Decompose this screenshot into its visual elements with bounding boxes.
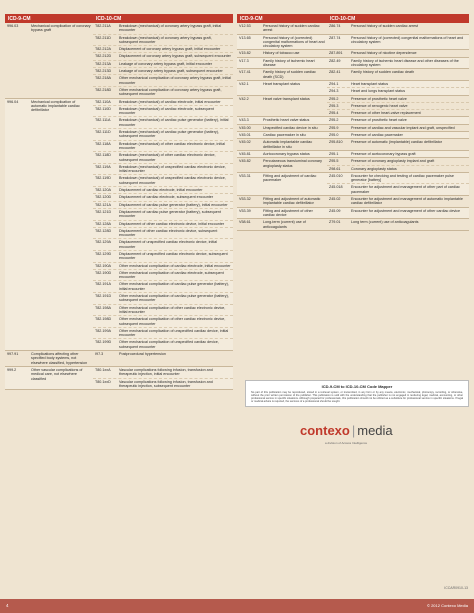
icd10-code: Z45.02	[329, 197, 341, 202]
icd9-code: V43.3	[239, 118, 249, 123]
icd10-entry	[93, 209, 233, 221]
icd10-code: Z95.5	[329, 159, 339, 164]
icd10-description: Encounter for adjustment and management of automatic implantable cardiac defibrillator	[351, 197, 463, 206]
icd10-description: Breakdown (mechanical) of cardiac electrode, subsequent encounter	[119, 106, 214, 116]
icd10-code: T82.110D	[95, 106, 111, 111]
page-number: 4	[6, 603, 9, 608]
icd10-description: Displacement of unspecified cardiac electronic device, subsequent encounter	[119, 251, 228, 261]
table-row	[5, 367, 233, 390]
icd9-description: Fitting and adjustment of other cardiac device	[263, 208, 313, 217]
icd10-entry	[93, 270, 233, 282]
icd9-description: Mechanical complication of coronary bypass graft	[31, 24, 91, 33]
brand-separator: |	[351, 423, 356, 438]
icd10-entry	[93, 305, 233, 317]
icd10-code: T82.119A	[95, 164, 111, 169]
icd10-description: Leakage of coronary artery bypass graft, subsequent encounter	[119, 69, 223, 74]
icd10-entry	[93, 293, 233, 305]
icd10-code: T82.212D	[95, 54, 112, 59]
icd10-code: T82.213A	[95, 61, 111, 66]
icd10-code: T82.211D	[95, 35, 111, 40]
icd10-description: Personal history of nicotine dependence	[351, 51, 417, 56]
table-row	[237, 208, 469, 220]
icd10-codes	[327, 219, 469, 230]
icd10-description: Other mechanical complication of cardiac pulse generator (battery), subsequent encounter	[119, 294, 229, 303]
icd10-code: T82.110A	[95, 99, 111, 104]
icd10-description: Leakage of coronary artery bypass graft, initial encounter	[119, 61, 213, 66]
icd9-description: Heart transplant status	[263, 81, 301, 86]
icd9-code: V15.82	[239, 51, 251, 56]
icd10-entry	[93, 61, 233, 68]
icd9-code: V45.02	[239, 140, 251, 145]
icd9-code: V45.00	[239, 125, 251, 130]
icd10-code: T82.191D	[95, 294, 112, 299]
icd9-description: Personal history of (corrected) congenital malformations of heart and circulatory system	[263, 35, 325, 49]
icd9-description: Fitting and adjustment of cardiac pacemaker	[263, 173, 317, 183]
icd10-code: T82.218A	[95, 76, 111, 81]
table-row	[237, 158, 469, 173]
icd10-codes	[93, 351, 233, 366]
icd10-code: Z95.2	[329, 118, 339, 123]
icd10-description: Presence of other heart-valve replacement	[351, 111, 421, 116]
icd10-entry	[327, 81, 469, 88]
icd10-entry	[93, 339, 233, 350]
icd10-description: Displacement of cardiac electrode, initial encounter	[119, 188, 203, 193]
icd9-code: V17.41	[239, 70, 251, 75]
icd10-code: T82.198D	[95, 317, 112, 322]
icd10-description: Encounter for adjustment and management of other cardiac device	[351, 208, 461, 213]
icd10-description: Long term (current) use of anticoagulants	[351, 220, 419, 225]
icd10-entry	[327, 132, 469, 138]
icd10-entry	[93, 23, 233, 35]
icd9-code: V45.82	[239, 159, 251, 164]
icd10-header: ICD-10-CM	[330, 15, 356, 22]
icd10-codes	[327, 196, 469, 207]
icd9-description: Prosthetic heart valve status	[263, 118, 310, 123]
icd10-entry	[327, 23, 469, 29]
icd10-entry	[327, 219, 469, 225]
icd10-entry	[93, 194, 233, 201]
icd10-entry	[327, 88, 469, 94]
icd9-code: V45.01	[239, 133, 251, 138]
icd9-description: Percutaneous transluminal coronary angioplasty status	[263, 159, 323, 168]
icd9-code: V45.81	[239, 151, 251, 156]
icd10-code: T82.129A	[95, 240, 111, 245]
icd10-entry	[93, 239, 233, 251]
icd10-entry	[327, 151, 469, 157]
icd10-code: T82.111A	[95, 118, 111, 123]
icd10-description: Breakdown (mechanical) of other cardiac electronic device, subsequent encounter	[119, 153, 216, 162]
icd10-codes	[93, 367, 233, 389]
icd10-code: Z86.74	[329, 24, 341, 28]
icd10-description: Other mechanical complication of other cardiac electronic device, subsequent encounter	[119, 317, 226, 326]
icd10-codes	[327, 139, 469, 150]
icd9-description: History of tobacco use	[263, 51, 300, 56]
icd9-code: V53.39	[239, 208, 251, 213]
icd10-description: Personal history of sudden cardiac arrest	[351, 24, 419, 28]
icd10-code: T82.118D	[95, 153, 111, 158]
icd10-description: Displacement of other cardiac electronic device, initial encounter	[119, 221, 225, 226]
icd10-entry	[327, 208, 469, 214]
icd10-description: Displacement of coronary artery bypass graft, initial encounter	[119, 47, 221, 52]
icd10-code: Z87.891	[329, 51, 343, 56]
table-row	[237, 69, 469, 81]
table-row	[237, 96, 469, 118]
icd10-description: Breakdown (mechanical) of unspecified cardiac electronic device, subsequent encounter	[119, 176, 226, 185]
right-code-table	[237, 14, 469, 231]
icd10-codes	[327, 125, 469, 131]
brand-media: media	[357, 423, 393, 438]
mapper-title: ICD-9-CM to ICD-10-CM Code Mapper	[321, 384, 393, 389]
icd9-description: Unspecified cardiac device in situ	[263, 125, 318, 130]
icd10-code: T82.120D	[95, 195, 112, 200]
icd10-entry	[327, 110, 469, 116]
icd9-description: Family history of ischemic heart disease	[263, 58, 315, 68]
icd9-code: 996.03	[7, 24, 19, 28]
table-row	[237, 139, 469, 151]
icd10-description: Vascular complications following infusion, transfusion and therapeutic injection, subsequent encounter	[119, 379, 213, 388]
icd10-description: Displacement of cardiac pulse generator (battery), subsequent encounter	[119, 209, 221, 219]
icd10-codes	[327, 69, 469, 80]
icd9-description: Complications affecting other specified body systems, not elsewhere classified, hypertension	[31, 352, 88, 365]
icd10-entry	[93, 328, 233, 340]
icd9-code: 997.91	[7, 352, 19, 357]
icd10-code: I97.3	[95, 352, 104, 357]
icd10-codes	[327, 96, 469, 117]
icd10-description: Heart and lungs transplant status	[351, 89, 406, 94]
icd10-code: T82.212A	[95, 47, 111, 52]
icd9-description: Aortocoronary bypass status	[263, 151, 310, 156]
icd10-code: Z95.1	[329, 151, 339, 156]
icd10-code: Z87.74	[329, 35, 341, 40]
icd10-codes	[327, 158, 469, 172]
icd10-entry	[327, 50, 469, 56]
icd10-codes	[327, 81, 469, 95]
icd10-code: Z98.61	[329, 166, 341, 171]
icd10-code: T82.128A	[95, 221, 111, 226]
icd10-description: Postprocedural hypertension	[119, 352, 166, 357]
icd10-code: T82.118A	[95, 141, 111, 146]
icd10-entry	[93, 379, 233, 390]
icd10-entry	[93, 35, 233, 47]
icd10-description: Displacement of unspecified cardiac electronic device, initial encounter	[119, 240, 217, 249]
icd10-code: Z79.01	[329, 220, 341, 225]
icd10-entry	[93, 251, 233, 263]
icd10-code: T82.191A	[95, 282, 111, 287]
icd10-codes	[327, 208, 469, 219]
icd9-description: Mechanical complication of automatic implantable cardiac defibrillator	[31, 99, 80, 113]
icd10-entry	[93, 202, 233, 209]
icd9-code: V53.32	[239, 197, 251, 202]
icd9-description: Automatic implantable cardiac defibrillator in situ	[263, 140, 313, 149]
icd10-description: Breakdown (mechanical) of cardiac electrode, initial encounter	[119, 99, 221, 104]
contexo-media-logo	[300, 423, 393, 438]
icd10-code: T82.211A	[95, 24, 111, 28]
icd9-description: Other vascular complications of medical care, not elsewhere classified	[31, 367, 83, 381]
icd9-description: Cardiac pacemaker in situ	[263, 133, 306, 138]
icd9-description: Personal history of sudden cardiac arrest	[263, 24, 320, 33]
mapper-notice	[245, 380, 469, 407]
icd10-entry	[93, 187, 233, 194]
icd10-entry	[327, 139, 469, 145]
icd9-code: V13.65	[239, 35, 251, 40]
icd10-entry	[93, 228, 233, 240]
icd9-description: Fitting and adjustment of automatic implantable cardiac defibrillator	[263, 197, 321, 206]
table-row	[237, 58, 469, 70]
icd9-code: V58.61	[239, 220, 251, 225]
table-row	[237, 35, 469, 51]
table-row	[237, 132, 469, 139]
icd10-code: T82.121A	[95, 202, 111, 207]
icd10-description: Presence of aortocoronary bypass graft	[351, 151, 416, 156]
icd10-code: Z95.810	[329, 140, 343, 145]
icd10-description: Family history of ischemic heart disease and other diseases of the circulatory system	[351, 58, 459, 68]
icd10-codes	[327, 58, 469, 69]
brand-name: contexo	[300, 423, 350, 438]
icd10-entry	[93, 99, 233, 106]
icd10-entry	[93, 175, 233, 187]
icd10-entry	[93, 68, 233, 75]
icd10-codes	[327, 173, 469, 195]
icd10-description: Breakdown (mechanical) of unspecified cardiac electronic device, initial encounter	[119, 164, 226, 174]
icd10-code: Z45.010	[329, 173, 343, 178]
icd10-description: Other mechanical complication of cardiac electrode, initial encounter	[119, 263, 231, 268]
icd10-code: T82.128D	[95, 228, 112, 233]
icd10-entry	[93, 129, 233, 141]
icd9-description: Long-term (current) use of anticoagulants	[263, 220, 306, 229]
icd10-code: Z94.1	[329, 81, 339, 86]
icd10-description: Breakdown (mechanical) of coronary artery bypass graft, initial encounter	[119, 24, 222, 33]
icd10-header: ICD-10-CM	[96, 15, 122, 22]
icd9-code: V53.31	[239, 173, 251, 178]
icd10-entry	[327, 166, 469, 172]
icd10-code: T82.120A	[95, 188, 111, 193]
icd10-codes	[93, 99, 233, 350]
footer-copyright: © 2012 Contexo Media	[427, 603, 468, 608]
icd10-description: Breakdown (mechanical) of cardiac pulse generator (battery), subsequent encounter	[119, 130, 220, 139]
icd10-description: Other mechanical complication of other cardiac electronic device, initial encounter	[119, 305, 226, 314]
icd10-description: Presence of xenogenic heart valve	[351, 103, 408, 108]
icd10-description: Encounter for adjustment and management of other part of cardiac pacemaker	[351, 185, 460, 194]
left-rows	[5, 23, 233, 390]
icd10-entry	[93, 316, 233, 328]
icd10-description: Family history of sudden cardiac death	[351, 70, 415, 75]
table-row	[237, 196, 469, 208]
icd10-description: Other mechanical complication of unspecified cardiac device, initial encounter	[119, 328, 229, 338]
icd10-code: T82.213D	[95, 69, 112, 74]
icd10-description: Breakdown (mechanical) of other cardiac electronic device, initial encounter	[119, 141, 225, 150]
document-id: ICCAR0910-13	[444, 586, 468, 590]
icd9-description: Family history of sudden cardiac death (SCD)	[263, 70, 316, 79]
icd10-description: Other mechanical complication of coronary artery bypass graft, subsequent encounter	[119, 87, 222, 97]
icd9-code: V42.2	[239, 96, 249, 101]
copyright-notice: No part of this publication may be reproduced, stored in a retrieval system, or transmitted, in any form or by any means, electronic, mechanical, photocopy, recording, or otherwise, without the prior written permission of the publisher. This publication is sold with the understanding that the publisher is not engaged in rendering legal, medical, accounting, or other professional service in specific situations. Although prepared for professionals, this publication should not be utilized as a substitute for professional service in specific situations. If legal or medical advice is required, the services of a professional should be sought.	[251, 391, 463, 404]
icd10-entry	[327, 158, 469, 165]
icd10-code: Z95.2	[329, 96, 339, 101]
icd10-entry	[93, 351, 233, 357]
icd10-description: Displacement of cardiac pulse generator (battery), initial encounter	[119, 202, 228, 207]
icd10-code: Z95.4	[329, 111, 339, 116]
icd9-code: V17.3	[239, 58, 249, 63]
icd10-description: Vascular complications following infusion, transfusion and therapeutic injection, initial encounter	[119, 367, 213, 377]
icd10-code: T80.1xxA	[95, 367, 111, 372]
icd9-description: Heart valve transplant status	[263, 96, 310, 101]
icd10-description: Heart transplant status	[351, 81, 389, 86]
icd10-entry	[93, 152, 233, 164]
icd10-code: Z95.3	[329, 103, 339, 108]
table-row	[237, 81, 469, 96]
icd10-description: Presence of prosthetic heart valve	[351, 96, 407, 101]
table-row	[237, 125, 469, 132]
icd10-description: Other mechanical complication of cardiac electrode, subsequent encounter	[119, 270, 224, 280]
icd10-description: Personal history of (corrected) congenital malformations of heart and circulatory system	[351, 35, 464, 44]
table-row	[237, 219, 469, 231]
icd10-code: T82.190A	[95, 263, 111, 268]
icd9-header: ICD-9-CM	[240, 15, 263, 22]
icd10-codes	[327, 35, 469, 50]
icd10-entry	[93, 281, 233, 293]
icd10-code: Z45.018	[329, 185, 343, 190]
icd10-codes	[327, 151, 469, 157]
icd10-description: Presence of coronary angioplasty implant and graft	[351, 159, 435, 164]
icd10-code: Z45.09	[329, 208, 341, 213]
icd10-entry	[327, 125, 469, 131]
page-footer	[0, 599, 474, 613]
icd10-entry	[93, 87, 233, 98]
icd10-code: Z95.9	[329, 125, 339, 130]
icd10-code: Z82.41	[329, 70, 341, 75]
icd10-description: Presence of automatic (implantable) cardiac defibrillator	[351, 140, 443, 145]
icd10-code: T82.129D	[95, 251, 112, 256]
icd10-entry	[327, 103, 469, 110]
icd10-description: Displacement of coronary artery bypass graft, subsequent encounter	[119, 54, 231, 59]
icd10-code: T82.198A	[95, 305, 111, 310]
icd9-code: V42.1	[239, 81, 249, 86]
icd10-code: Z82.49	[329, 58, 341, 63]
icd10-entry	[93, 221, 233, 228]
icd10-description: Other mechanical complication of cardiac pulse generator (battery), initial encounter	[119, 282, 229, 291]
icd10-codes	[93, 23, 233, 98]
table-row	[237, 173, 469, 196]
icd10-description: Presence of cardiac and vascular implant and graft, unspecified	[351, 125, 455, 130]
brand-tagline: a division of Access Intelligence	[325, 441, 368, 445]
left-code-table	[5, 14, 233, 390]
table-row	[237, 23, 469, 35]
icd10-code: T82.119D	[95, 176, 111, 181]
icd10-entry	[327, 69, 469, 75]
icd10-description: Presence of cardiac pacemaker	[351, 133, 403, 138]
icd10-description: Displacement of cardiac electrode, subsequent encounter	[119, 195, 214, 200]
icd10-entry	[93, 141, 233, 153]
icd10-description: Presence of prosthetic heart valve	[351, 118, 407, 123]
icd10-description: Other mechanical complication of coronary artery bypass graft, initial encounter	[119, 76, 231, 85]
table-row	[5, 351, 233, 367]
icd9-code: 996.04	[7, 99, 19, 104]
icd10-entry	[327, 173, 469, 185]
icd10-code: T82.218D	[95, 87, 112, 92]
table-row	[5, 99, 233, 351]
icd10-entry	[327, 96, 469, 103]
icd10-entry	[93, 367, 233, 379]
table-header	[5, 14, 233, 23]
table-row	[237, 151, 469, 158]
icd10-code: Z95.0	[329, 133, 339, 138]
icd10-entry	[327, 117, 469, 123]
icd10-description: Coronary angioplasty status	[351, 166, 397, 171]
icd10-description: Other mechanical complication of unspecified cardiac device, subsequent encounter	[119, 340, 219, 349]
icd10-code: T82.199D	[95, 340, 112, 345]
icd10-entry	[93, 263, 233, 270]
icd10-description: Displacement of other cardiac electronic device, subsequent encounter	[119, 228, 218, 238]
icd10-description: Breakdown (mechanical) of coronary artery bypass graft, subsequent encounter	[119, 35, 212, 44]
icd10-entry	[93, 75, 233, 87]
icd10-entry	[93, 164, 233, 176]
icd10-code: T82.199A	[95, 328, 111, 333]
table-row	[237, 117, 469, 124]
icd10-description: Breakdown (mechanical) of cardiac pulse generator (battery), initial encounter	[119, 118, 229, 127]
icd10-code: T82.190D	[95, 270, 112, 275]
icd10-codes	[327, 117, 469, 123]
table-row	[237, 50, 469, 57]
icd9-code: V12.53	[239, 24, 251, 28]
icd10-entry	[327, 196, 469, 207]
table-header	[237, 14, 469, 23]
icd10-entry	[93, 46, 233, 53]
icd10-codes	[327, 50, 469, 56]
icd10-codes	[327, 23, 469, 34]
right-rows	[237, 23, 469, 231]
table-row	[5, 23, 233, 99]
icd10-code: T82.121D	[95, 209, 112, 214]
icd9-code: 999.2	[7, 367, 17, 372]
icd10-entry	[327, 184, 469, 195]
icd10-entry	[327, 58, 469, 69]
icd10-description: Encounter for checking and testing of cardiac pacemaker pulse generator [battery]	[351, 173, 454, 183]
icd9-header: ICD-9-CM	[8, 15, 31, 22]
icd10-entry	[93, 53, 233, 60]
icd10-codes	[327, 132, 469, 138]
icd10-code: T80.1xxD	[95, 379, 111, 384]
icd10-entry	[327, 35, 469, 46]
icd10-entry	[93, 106, 233, 118]
icd10-code: T82.111D	[95, 130, 111, 135]
icd10-code: Z94.3	[329, 89, 339, 94]
icd10-entry	[93, 117, 233, 129]
